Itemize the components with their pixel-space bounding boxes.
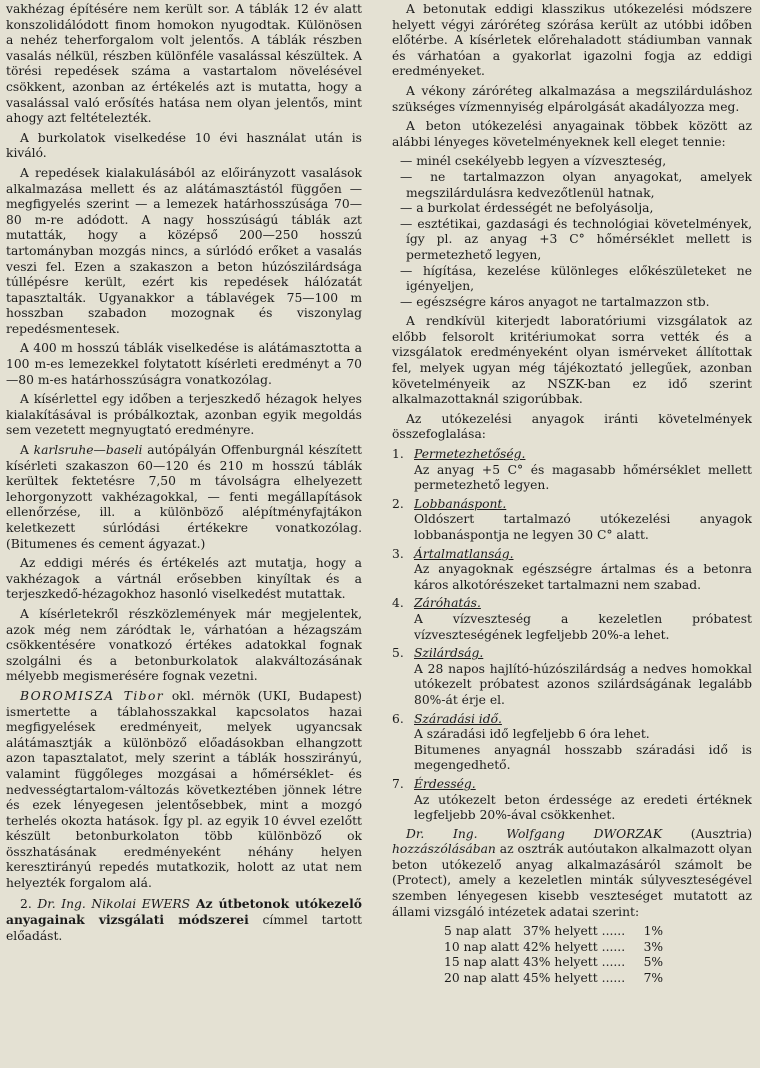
- paragraph: [6, 689, 362, 892]
- paragraph: Az utókezelési anyagok iránti követelmények összefoglalása:: [392, 411, 752, 442]
- table-cell: 5 nap alatt: [444, 924, 512, 939]
- table-cell: 37%: [523, 924, 551, 939]
- requirement-label: Záróhatás.: [414, 596, 481, 611]
- requirement-number: 5.: [392, 646, 404, 661]
- requirement-label: Érdesség.: [414, 776, 476, 791]
- author-name: Dr. Ing. Nikolai EWERS: [37, 896, 191, 911]
- table-cell: 1%: [643, 924, 664, 939]
- requirement-label: Szilárdság.: [414, 646, 484, 661]
- table-cell: ......: [601, 924, 626, 939]
- requirement-label: Permetezhetőség.: [414, 447, 526, 462]
- requirement-number: 7.: [392, 776, 404, 791]
- paragraph: vakhézag építésére nem került sor. A táblák 12 év alatt konszolidálódott finom homokon nyugodtak. Különösen a nehéz teherforgalom volt jelentős. A táblák részben vasalás nélkül, részben különféle vasalással készültek. A törési repedések száma a vastartalom növelésével csökkent, azonban az értékelés azt is mutatta, hogy a vasalással való erősítés hatása nem olyan jelentős, mint ahogy azt feltételezték.: [6, 2, 362, 126]
- place-name: karlsruhe—baseli: [33, 443, 143, 458]
- table-row: [444, 924, 667, 940]
- requirement-number: 3.: [392, 546, 404, 561]
- weight-loss-table: [444, 924, 667, 986]
- table-row: [444, 971, 667, 987]
- requirement-label: Lobbanáspont.: [414, 496, 507, 511]
- paragraph: A kísérletekről részközlemények már megjelentek, azok még nem záródtak le, várhatóan a hézagszám csökkentésére vonatkozó értékes adatokkal fognak szolgálni és a betonburkolatok alakváltozásának mélyebb megismerésére fognak vezetni.: [6, 606, 362, 684]
- table-cell: helyett: [554, 955, 598, 970]
- paragraph: A burkolatok viselkedése 10 évi használat után is kiváló.: [6, 130, 362, 161]
- text-run: okl. mérnök (UKI, Budapest) ismertette a táblahosszakkal kapcsolatos hazai megfigyelések eredményeit, melyek ugyancsak alátámasztják a különböző előadásokban elhangzott azon tapasztalatot, mely szerint a táblák hosszirányú, valamint függőleges mozgásai a hőmérséklet- és nedvességtartalom-változás következtében jönnek létre és ezek lényegesen jelentősebbek, mint a mozgó terhelés okozta hatások. Így pl. az egyik 10 évvel ezelőtt készült betonburkolaton több különböző ok összhatásának eredményeként néhány helyen keresztirányú repedés mutatkozik, holott az utat nem helyezték forgalom alá.: [6, 688, 362, 891]
- paragraph: Az eddigi mérés és értékelés azt mutatja, hogy a vakhézagok a vártnál erősebben kinyíltak és a terjeszkedő-hézagokhoz hasonló viselkedést mutattak.: [6, 556, 362, 602]
- text-run: autópályán Offenburgnál készített kísérleti szakaszon 60—120 és 210 m hosszú táblák kerültek fektetésre 7,50 m távolságra elhelyezett lehorgonyzott vakhézagokkal, — fenti megállapítások ellenőrzése, ill. a különböző alépítményfajtákon keletkezett súrlódási értékekre vonatkozólag. (Bitumenes és cement ágyazat.): [6, 443, 362, 551]
- requirement-item: [392, 447, 752, 494]
- requirement-label: Ártalmatlanság.: [414, 546, 514, 561]
- paragraph: A repedések kialakulásából az előirányzott vasalások alkalmazása mellett és az alátámasztástól függően — megfigyelés szerint — a lemezek határhosszúsága 70—80 m-re adódott. A nagy hosszúságú táblák azt mutatták, hogy a középső 200—250 hosszú tartományban mozgás nincs, a súrlódó erőket a vasalás veszi fel. Ezen a szakaszon a beton húzószilárdsága túllépésre került, ezért kis repedések hálózatát tapasztalták. Ugyanakkor a táblavégek 75—100 m hosszban szabadon mozognak és viszonylag repedésmentesek.: [6, 165, 362, 336]
- table-cell: helyett: [554, 971, 598, 986]
- paragraph: A beton utókezelési anyagainak többek között az alábbi lényeges követelményeknek kell eleget tennie:: [392, 119, 752, 149]
- paragraph: [392, 827, 752, 921]
- table-cell: 10 nap alatt: [444, 939, 520, 954]
- table-cell: helyett: [554, 924, 598, 939]
- requirement-body: A száradási idő legfeljebb 6 óra lehet.: [414, 727, 650, 742]
- requirements-dash-list: [392, 154, 752, 310]
- text-run: hozzászólásában: [392, 842, 496, 857]
- table-row: [444, 955, 667, 971]
- requirement-item: [392, 547, 752, 594]
- lecture-title: Az útbetonok utókezelő anyagainak vizsgálati módszerei: [6, 895, 362, 928]
- requirement-label: Száradási idő.: [414, 711, 502, 726]
- author-name: BOROMISZA Tibor: [20, 688, 165, 703]
- text-run: az osztrák autóutakon alkalmazott olyan beton utókezelő anyag alkalmazásáról számolt be (Protect), amely a kezeletlen minták súlyveszteségével szemben lényegesen kisebb veszteséget mutatott az állami vizsgáló intézetek adatai szerint:: [392, 842, 752, 919]
- table-cell: 43%: [523, 955, 551, 970]
- requirement-body: Oldószert tartalmazó utókezelési anyagok lobbanáspontja ne legyen 30 C° alatt.: [414, 512, 752, 542]
- table-cell: ......: [601, 971, 626, 986]
- list-item: — hígítása, kezelése különleges előkészületeket ne igényeljen,: [400, 263, 752, 294]
- table-cell: 5%: [643, 955, 664, 970]
- requirement-body: A 28 napos hajlító-húzószilárdság a nedves homokkal utókezelt próbatest azonos szilárdságának legalább 80%-át érje el.: [414, 661, 752, 707]
- text-run: 2.: [20, 896, 38, 911]
- text-run: címmel tartott előadást.: [6, 913, 362, 943]
- requirement-item: [392, 596, 752, 643]
- text-run: A: [20, 443, 34, 458]
- list-item: — a burkolat érdességét ne befolyásolja,: [400, 201, 654, 216]
- table-cell: ......: [601, 939, 626, 954]
- table-row: [444, 940, 667, 956]
- paragraph: A betonutak eddigi klasszikus utókezelési módszere helyett végyi záróréteg szórása került az utóbbi időben előtérbe. A kísérletek előrehaladott stádiumban vannak és várhatóan a gyakorlat igazolni fogja az eddigi eredményeket.: [392, 2, 752, 79]
- list-item: — minél csekélyebb legyen a vízveszteség,: [400, 154, 667, 169]
- paragraph: A kísérlettel egy időben a terjeszkedő hézagok helyes kialakításával is próbálkoztak, azonban egyik megoldás sem vezetett megnyugtató eredményre.: [6, 392, 362, 438]
- author-name: Dr. Ing. Wolfgang DWORZAK: [406, 826, 663, 841]
- paragraph: [6, 896, 362, 945]
- paragraph: A vékony záróréteg alkalmazása a megszilárduláshoz szükséges vízmennyiség elpárolgását akadályozza meg.: [392, 83, 752, 114]
- paragraph: [6, 443, 362, 552]
- table-cell: helyett: [554, 939, 598, 954]
- paragraph: A 400 m hosszú táblák viselkedése is alátámasztotta a 100 m-es lemezekkel folytatott kísérleti eredményt a 70—80 m-es határhosszúságra vonatkozólag.: [6, 341, 362, 387]
- right-column: [392, 2, 752, 987]
- table-cell: 45%: [523, 971, 551, 986]
- table-cell: 3%: [643, 939, 664, 954]
- requirement-body: Az utókezelt beton érdessége az eredeti értéknek legfeljebb 20%-ával csökkenhet.: [414, 792, 752, 823]
- requirement-item: [392, 712, 752, 774]
- list-item: — esztétikai, gazdasági és technológiai követelmények, így pl. az anyag +3 C° hőmérséklet mellett is permetezhető legyen,: [400, 216, 752, 262]
- requirement-number: 1.: [392, 447, 404, 462]
- requirement-body: Az anyagoknak egészségre ártalmas és a betonra káros alkotórészeket tartalmazni nem szabad.: [414, 562, 752, 592]
- table-cell: 15 nap alatt: [444, 955, 520, 970]
- requirement-body: A vízveszteség a kezeletlen próbatest vízveszteségének legfeljebb 20%-a lehet.: [414, 611, 752, 642]
- requirement-body: Bitumenes anyagnál hosszabb száradási idő is megengedhető.: [414, 742, 752, 773]
- paragraph: A rendkívül kiterjedt laboratóriumi vizsgálatok az előbb felsorolt kritériumokat sorra vették és a vizsgálatok eredményeként olyan ismérveket állítottak fel, melyek ugyan még tájékoztató jellegűek, azonban követelményeik az NSZK-ban ez idő szerint alkalmazottaknál szigorúbbak.: [392, 314, 752, 407]
- text-run: (Ausztria): [662, 826, 752, 841]
- table-cell: 20 nap alatt: [444, 971, 520, 986]
- requirement-item: [392, 646, 752, 708]
- requirement-item: [392, 777, 752, 824]
- list-item: — ne tartalmazzon olyan anyagokat, amelyek megszilárdulásra kedvezőtlenül hatnak,: [400, 169, 752, 200]
- table-cell: 42%: [523, 939, 551, 954]
- requirement-number: 6.: [392, 711, 404, 726]
- left-column: [6, 2, 362, 948]
- requirement-body: Az anyag +5 C° és magasabb hőmérséklet mellett permetezhető legyen.: [414, 462, 752, 493]
- list-item: — egészségre káros anyagot ne tartalmazzon stb.: [400, 294, 710, 309]
- table-cell: ......: [601, 955, 626, 970]
- requirement-item: [392, 497, 752, 544]
- requirement-number: 2.: [392, 496, 404, 511]
- table-cell: 7%: [643, 971, 664, 986]
- requirement-number: 4.: [392, 596, 404, 611]
